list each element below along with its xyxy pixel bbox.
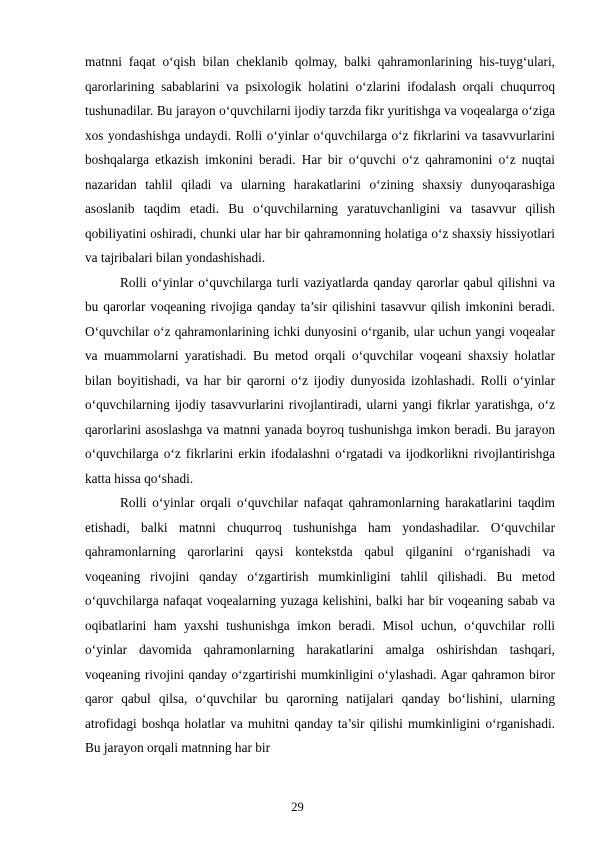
paragraph-2: Rolli o‘yinlar o‘quvchilarga turli vaziyatlarda qanday qarorlar qabul qilishni va bu qarorlar voqeaning rivojiga qanday ta’sir qilishini tasavvur qilish imkonini beradi. O‘quvchilar o‘z qahramonlarining ichki dunyosini o‘rganib, ular uchun yangi voqealar va muammolarni yaratishadi. Bu metod orqali o‘quvchilar voqeani shaxsiy holatlar bilan boyitishadi, va har bir qarorni o‘z ijodiy dunyosida izohlashadi. Rolli o‘yinlar o‘quvchilarning ijodiy tasavvurlarini rivojlantiradi, ularni yangi fikrlar yaratishga, o‘z qarorlarini asoslashga va matnni yanada boyroq tushunishga imkon beradi. Bu jarayon o‘quvchilarga o‘z fikrlarini erkin ifodalashni o‘rgatadi va ijodkorlikni rivojlantirishga katta hissa qo‘shadi. bbox=[85, 274, 555, 486]
paragraph-3: Rolli o‘yinlar orqali o‘quvchilar nafaqat qahramonlarning harakatlarini taqdim etishadi, balki matnni chuqurroq tushunishga ham yondashadilar. O‘quvchilar qahramonlarning qarorlarini qaysi kontekstda qabul qilganini o‘rganishadi va voqeaning rivojini qanday o‘zgartirish mumkinligini tahlil qilishadi. Bu metod o‘quvchilarga nafaqat voqealarning yuzaga kelishini, balki har bir voqeaning sabab va oqibatlarini ham yaxshi tushunishga imkon beradi. Misol uchun, o‘quvchilar rolli o‘yinlar davomida qahramonlarning harakatlarini amalga oshirishdan tashqari, voqeaning rivojini qanday o‘zgartirishi mumkinligini o‘ylashadi. Agar qahramon biror qaror qabul qilsa, o‘quvchilar bu qarorning natijalari qanday bo‘lishini, ularning atrofidagi boshqa holatlar va muhitni qanday ta’sir qilishi mumkinligini o‘rganishadi. Bu jarayon orqali matnning har bir bbox=[85, 495, 555, 755]
document-page bbox=[85, 50, 555, 761]
page-number: 29 bbox=[291, 800, 304, 814]
paragraph-1: matnni faqat o‘qish bilan cheklanib qolmay, balki qahramonlarining his-tuyg‘ulari, qarorlarining sabablarini va psixologik holatini o‘zlarini ifodalash orqali chuqurroq tushunadilar. Bu jarayon o‘quvchilarni ijodiy tarzda fikr yuritishga va voqealarga o‘ziga xos yondashishga undaydi. Rolli o‘yinlar o‘quvchilarga o‘z fikrlarini va tasavvurlarini boshqalarga etkazish imkonini beradi. Har bir o‘quvchi o‘z qahramonini o‘z nuqtai nazaridan tahlil qiladi va ularning harakatlarini o‘zining shaxsiy dunyoqarashiga asoslanib taqdim etadi. Bu o‘quvchilarning yaratuvchanligini va tasavvur qilish qobiliyatini oshiradi, chunki ular har bir qahramonning holatiga o‘z shaxsiy hissiyotlari va tajribalari bilan yondashishadi. bbox=[85, 54, 555, 265]
